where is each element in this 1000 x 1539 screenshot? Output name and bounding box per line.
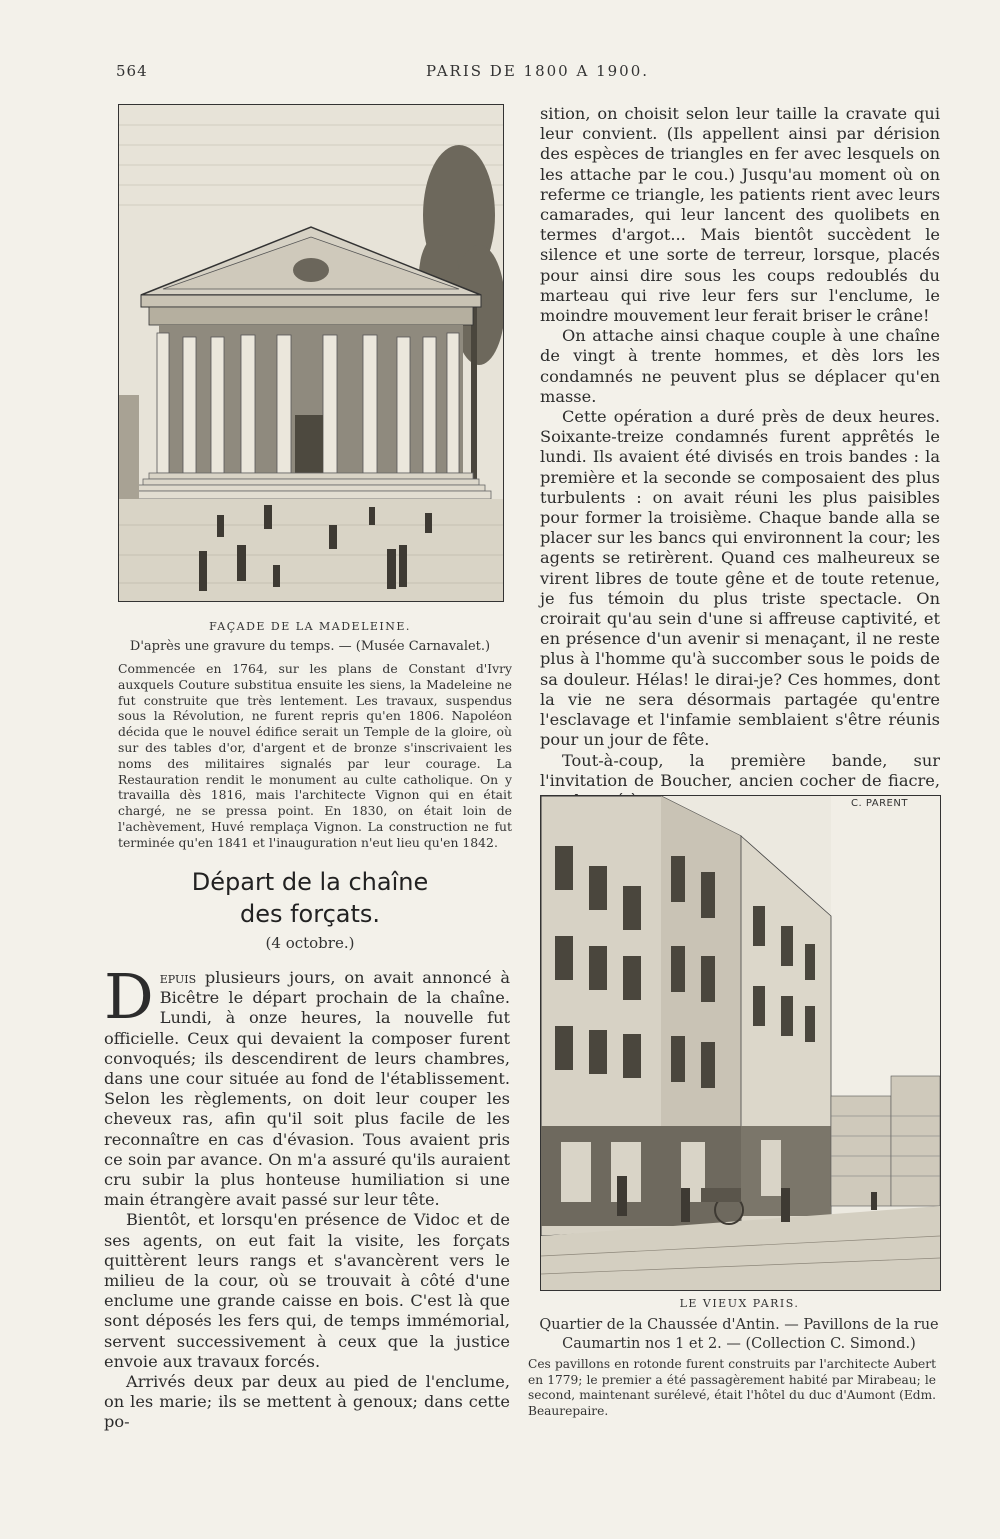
engraver-signature: C. PARENT [851, 798, 908, 809]
right-paragraph-1: sition, on choisit selon leur taille la cravate qui leur convient. (Ils appellent ainsi par dérision des espèces de triangles en fer avec lesquels on les attache par le cou.) Jusqu'au moment où on referme ce triangle, les patients rient avec leurs camarades, qui leur lancent des quolibets en termes d'argot... Mais bientôt succèdent le silence et une sorte de terreur, lorsque, placés pour ainsi dire sous les coups redoublés du marteau qui rive leur fers sur l'enclume, le moindre mouvement leur ferait briser le crâne! [540, 104, 940, 326]
paragraph-1-text: plusieurs jours, on avait annoncé à Bicêtre le départ prochain de la chaîne. Lundi, à onze heures, la nouvelle fut officielle. Ceux qui devaient la composer furent convoqués; ils descendirent de leurs chambres, dans une cour située au fond de l'établissement. Selon les règlements, on doit leur couper les cheveux ras, afin qu'il soit plus facile de les reconnaître en cas d'évasion. Tous avaient pris ce soin par avance. On m'a assuré qu'ils auraient cru subir la plus honteuse humiliation si une main étrangère avait passé sur leur tête. [104, 968, 510, 1210]
running-title: PARIS DE 1800 A 1900. [426, 62, 650, 80]
section-title-line2: des forçats. [239, 900, 381, 928]
vieux-paris-engraving [540, 795, 941, 1291]
street-illustration [541, 796, 940, 1290]
figure2-caption-subtitle: Quartier de la Chaussée d'Antin. — Pavillons de la rue Caumartin nos 1 et 2. — (Collection C. Simond.) [539, 1317, 939, 1352]
article-paragraph-2: Bientôt, et lorsqu'en présence de Vidoc et de ses agents, on eut fait la visite, les forçats quittèrent leurs rangs et s'avancèrent vers le milieu de la cour, où se trouvait à côté d'une enclume une grande caisse en bois. C'est là que sont déposés les fers qui, de temps immémorial, servent successivement à ceux que la justice envoie aux travaux forcés. [104, 1210, 510, 1371]
drop-cap: D [104, 960, 154, 1033]
figure1-caption-subtitle: D'après une gravure du temps. — (Musée Carnavalet.) [129, 639, 491, 654]
right-column-text [540, 104, 940, 811]
figure1-caption-body: Commencée en 1764, sur les plans de Constant d'Ivry auxquels Couture substitua ensuite les siens, la Madeleine ne fut construite que très lentement. Les travaux, suspendus sous la Révolution, ne furent repris qu'en 1806. Napoléon décida que le nouvel édifice serait un Temple de la gloire, où sur des tables d'or, d'argent et de bronze s'inscrivaient les noms des militaires signalés par leur courage. La Restauration rendit le monument au culte catholique. On y travailla dès 1816, mais l'architecte Vignon qui en était chargé, ne se pressa point. En 1830, on était loin de l'achèvement, Huvé remplaça Vignon. La construction ne fut terminée qu'en 1841 et l'inauguration n'eut lieu qu'en 1842. [118, 661, 512, 850]
section-date: (4 octobre.) [265, 934, 355, 952]
figure2-caption-body: Ces pavillons en rotonde furent construits par l'architecte Aubert en 1779; le premier a été passagèrement habité par Mirabeau; le second, maintenant surélevé, était l'hôtel du duc d'Aumont (Edm. Beaurepaire. [528, 1357, 936, 1418]
right-paragraph-3: Cette opération a duré près de deux heures. Soixante-treize condamnés furent apprêtés le lundi. Ils avaient été divisés en trois bandes : la première et la seconde se composaient des plus turbulents : on avait réuni les plus paisibles pour former la troisième. Chaque bande alla se placer sur les bancs qui environnent la cour; les agents se retirèrent. Quand ces malheureux se virent libres de toute gêne et de toute retenue, je fus témoin du plus triste spectacle. On croirait qu'au sein d'une si affreuse captivité, et en présence d'un avenir si menaçant, il ne reste plus à l'homme qu'à succomber sous le poids de sa douleur. Hélas! le dirai-je? Ces hommes, dont la vie ne sera désormais partagée qu'entre l'esclavage et l'infamie semblaient s'être réunis pour un jour de fête. [540, 407, 940, 750]
page-number: 564 [116, 62, 148, 80]
figure2-caption-title: LE VIEUX PARIS. [679, 1297, 800, 1310]
madeleine-engraving [118, 104, 504, 602]
madeleine-illustration [119, 105, 503, 601]
article-paragraph-3: Arrivés deux par deux au pied de l'enclume, on les marie; ils se mettent à genoux; dans cette po- [104, 1372, 510, 1432]
figure1-caption-title: FAÇADE DE LA MADELEINE. [209, 620, 411, 633]
section-title-line1: Départ de la chaîne [191, 868, 429, 896]
left-column-text [104, 960, 510, 1433]
article-paragraph-1 [104, 960, 510, 1210]
right-paragraph-4: Tout-à-coup, la première bande, sur l'invitation de Boucher, ancien cocher de fiacre, [540, 750, 940, 790]
right-paragraph-2: On attache ainsi chaque couple à une chaîne de vingt à trente hommes, et dès lors les condamnés ne peuvent plus se déplacer qu'en masse. [540, 326, 940, 406]
first-word: epuis [159, 968, 197, 987]
